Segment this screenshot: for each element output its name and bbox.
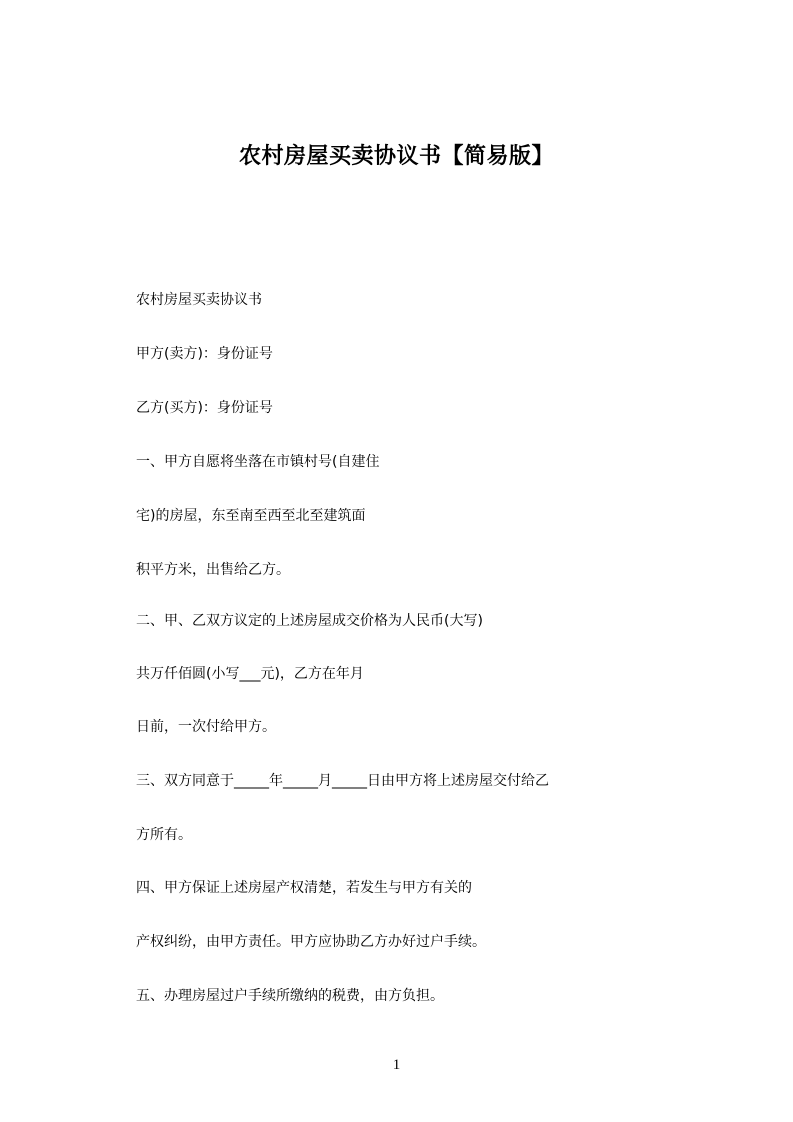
paragraph-line: 方所有。 xyxy=(136,827,192,843)
paragraph-line: 甲方(卖方)：身份证号 xyxy=(136,346,273,362)
paragraph-line: 三、双方同意于_____年_____月_____日由甲方将上述房屋交付给乙 xyxy=(136,773,549,789)
paragraph-line: 四、甲方保证上述房屋产权清楚，若发生与甲方有关的 xyxy=(136,880,472,896)
paragraph-line: 乙方(买方)：身份证号 xyxy=(136,400,273,416)
paragraph-line: 日前，一次付给甲方。 xyxy=(136,719,276,735)
paragraph-line: 宅)的房屋，东至南至西至北至建筑面 xyxy=(136,508,366,524)
paragraph-line: 积平方米，出售给乙方。 xyxy=(136,562,290,578)
paragraph-line: 农村房屋买卖协议书 xyxy=(136,292,262,308)
document-title: 农村房屋买卖协议书【简易版】 xyxy=(238,144,554,169)
paragraph-line: 一、甲方自愿将坐落在市镇村号(自建住 xyxy=(136,454,380,470)
paragraph-line: 五、办理房屋过户手续所缴纳的税费，由方负担。 xyxy=(136,988,444,1004)
paragraph-line: 二、甲、乙双方议定的上述房屋成交价格为人民币(大写) xyxy=(136,613,483,629)
page-number: 1 xyxy=(392,1057,401,1073)
paragraph-line: 共万仟佰圆(小写___元)，乙方在年月 xyxy=(136,666,364,682)
paragraph-line: 产权纠纷，由甲方责任。甲方应协助乙方办好过户手续。 xyxy=(136,934,486,950)
